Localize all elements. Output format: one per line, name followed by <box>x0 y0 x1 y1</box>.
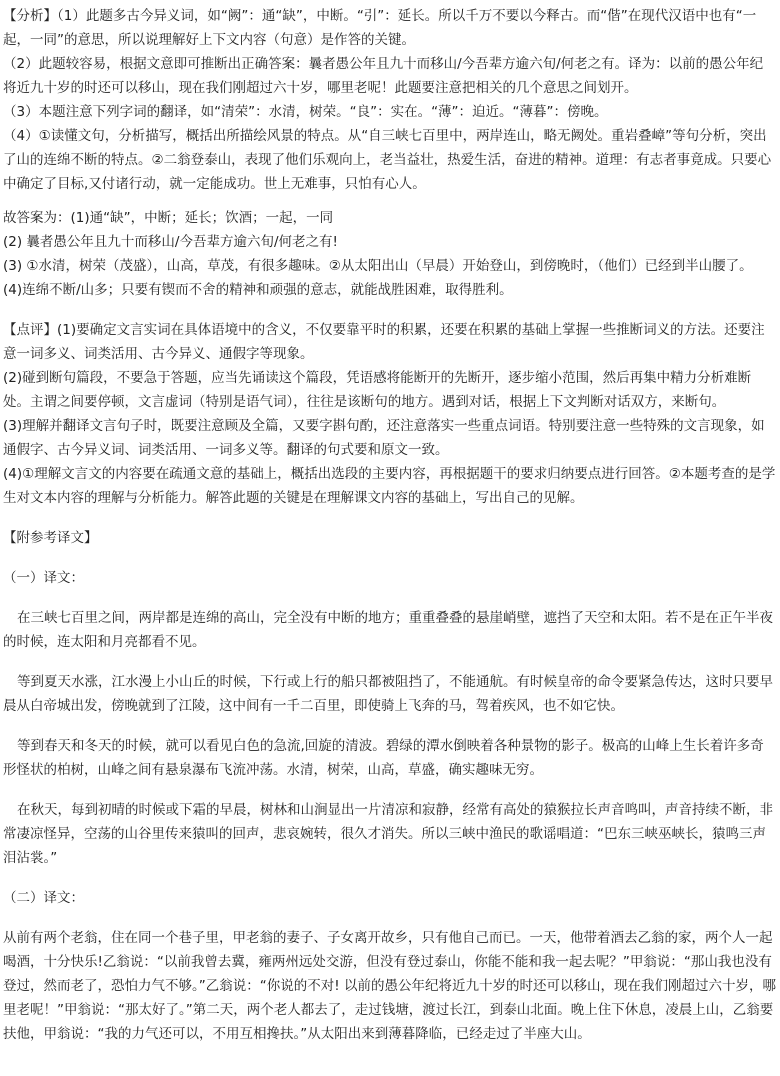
analysis-paragraph-3: （3）本题注意下列字词的翻译，如“清荣”：水清，树荣。“良”：实在。“薄”：迫近。“薄暮”：傍晚。 <box>3 104 608 120</box>
comment-paragraph-2: (2)碰到断句篇段，不要急于答题，应当先诵读这个篇段，凭语感将能断开的先断开，逐步缩小范围，然后再集中精力分析难断处。主谓之间要停顿，文言虚词（特别是语气词），往往是该断句的地方。遇到对话，根据上下文判断对话双方，来断句。 <box>3 370 752 410</box>
answer-line-3: (3) ①水清，树荣（茂盛），山高，草茂，有很多趣味。②从太阳出山（早晨）开始登山，到傍晚时，（他们）已经到半山腰了。 <box>3 258 753 274</box>
analysis-paragraph-4: （4）①读懂文句，分析描写，概括出所描绘风景的特点。从“自三峡七百里中，两岸连山，略无阙处。重岩叠嶂”等句分析，突出了山的连绵不断的特点。②二翁登泰山，表现了他们乐观向上，老当益壮，热爱生活，奋进的精神。道理：有志者事竟成。只要心中确定了目标,又付诸行动，就一定能成功。世上无难事，只怕有心人。 <box>3 128 772 192</box>
translation-1-paragraph-2: 等到夏天水涨，江水漫上小山丘的时候，下行或上行的船只都被阻挡了，不能通航。有时候皇帝的命令要紧急传达，这时只要早晨从白帝城出发，傍晚就到了江陵，这中间有一千二百里，即使骑上飞奔的马，驾着疾风，也不如它快。 <box>3 674 773 714</box>
translation-1-heading: （一）译文： <box>3 570 84 586</box>
translation-2-paragraph: 从前有两个老翁，住在同一个巷子里，甲老翁的妻子、子女离开故乡，只有他自己而已。一天，他带着酒去乙翁的家，两个人一起喝酒，十分快乐!乙翁说：“以前我曾去冀，雍两州远处交游，但没有登过泰山，你能不能和我一起去呢？”甲翁说：“那山我也没有登过，然而老了，恐怕力气不够。”乙翁说：“你说的不对! 以前的愚公年纪将近九十岁的时还可以移山，现在我们刚超过六十岁，哪里老呢！”甲翁说：“那太好了。”第二天，两个老人都去了，走过钱塘，渡过长江，到泰山北面。晚上住下休息，凌晨上山，乙翁要扶他，甲翁说：“我的力气还可以，不用互相搀扶。”从太阳出来到薄暮降临，已经走过了半座大山。 <box>3 930 776 1042</box>
analysis-paragraph-2: （2）此题较容易，根据文意即可推断出正确答案：曩者愚公年且九十而移山/今吾辈方逾六旬/何老之有。译为：以前的愚公年纪将近九十岁的时还可以移山，现在我们刚超过六十岁，哪里老呢！此题要注意把相关的几个意思之间划开。 <box>3 56 764 96</box>
comment-section <box>3 318 776 510</box>
answer-line-2: (2) 曩者愚公年且九十而移山/今吾辈方逾六旬/何老之有! <box>3 234 338 250</box>
answer-section <box>3 206 776 302</box>
comment-paragraph-1: 【点评】(1)要确定文言实词在具体语境中的含义，不仅要靠平时的积累，还要在积累的基础上掌握一些推断词义的方法。还要注意一词多义、词类活用、古今异义、通假字等现象。 <box>3 322 765 362</box>
translation-1-paragraph-3: 等到春天和冬天的时候，就可以看见白色的急流,回旋的清波。碧绿的潭水倒映着各种景物的影子。极高的山峰上生长着许多奇形怪状的柏树，山峰之间有悬泉瀑布飞流冲荡。水清，树荣，山高，草盛，确实趣味无穷。 <box>3 738 764 778</box>
comment-paragraph-4: (4)①理解文言文的内容要在疏通文意的基础上，概括出选段的主要内容，再根据题干的要求归纳要点进行回答。②本题考查的是学生对文本内容的理解与分析能力。解答此题的关键是在理解课文内容的基础上，写出自己的见解。 <box>3 466 776 506</box>
reference-title: 【附参考译文】 <box>3 530 98 546</box>
translation-1-paragraph-1: 在三峡七百里之间，两岸都是连绵的高山，完全没有中断的地方；重重叠叠的悬崖峭壁，遮挡了天空和太阳。若不是在正午半夜的时候，连太阳和月亮都看不见。 <box>3 610 773 650</box>
translation-1 <box>3 606 776 870</box>
analysis-paragraph-1: 【分析】（1）此题多古今异义词，如“阙”：通“缺”，中断。“引”：延长。所以千万不要以今释古。而“偕”在现代汉语中也有“一起，一同”的意思，所以说理解好上下文内容（句意）是作答的关键。 <box>3 8 757 48</box>
translation-1-paragraph-4: 在秋天，每到初晴的时候或下霜的早晨，树林和山涧显出一片清凉和寂静，经常有高处的猿猴拉长声音鸣叫，声音持续不断，非常凄凉怪异，空荡的山谷里传来猿叫的回声，悲哀婉转，很久才消失。所以三峡中渔民的歌谣唱道：“巴东三峡巫峡长，猿鸣三声泪沾裳。” <box>3 802 773 866</box>
translation-2-heading: （二）译文： <box>3 890 84 906</box>
answer-line-4: (4)连绵不断/山多；只要有锲而不舍的精神和顽强的意志，就能战胜困难，取得胜利。 <box>3 282 513 298</box>
answer-line-1: 故答案为：(1)通“缺”，中断；延长；饮酒；一起，一同 <box>3 210 334 226</box>
comment-paragraph-3: (3)理解并翻译文言句子时，既要注意顾及全篇，又要字斟句酌，还注意落实一些重点词语。特别要注意一些特殊的文言现象，如通假字、古今异义词、词类活用、一词多义等。翻译的句式要和原文一致。 <box>3 418 765 458</box>
analysis-section <box>3 4 776 196</box>
